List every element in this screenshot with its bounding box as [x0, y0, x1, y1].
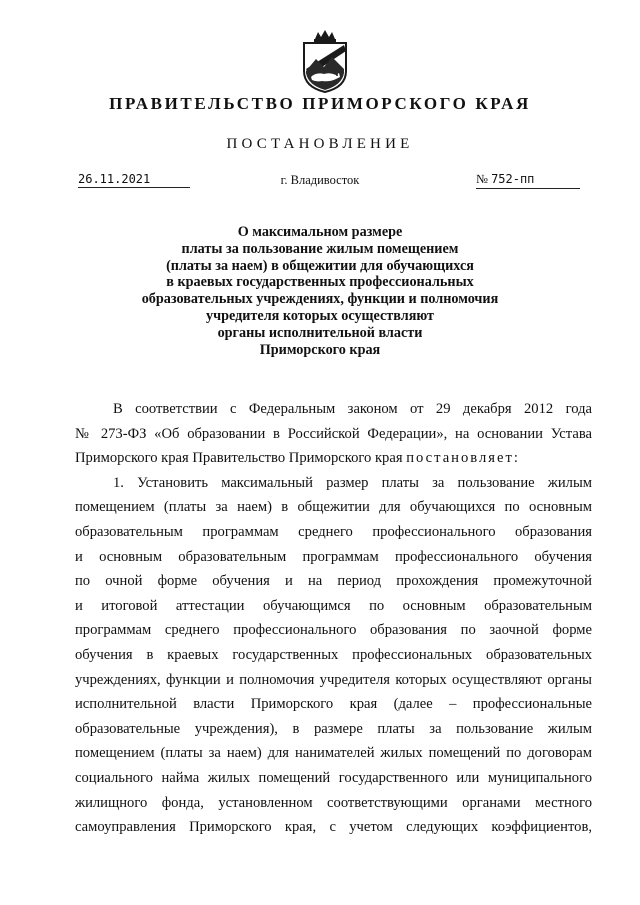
document-city: г. Владивосток	[280, 173, 360, 187]
body-line-start: Приморского края Правительство Приморского края	[75, 450, 407, 467]
number-prefix: №	[476, 172, 488, 186]
body-line: обучения в краевых государственных профессиональных образовательных	[75, 646, 592, 663]
document-body	[75, 397, 592, 840]
document-meta	[0, 172, 640, 194]
heading-line: образовательных учреждениях, функции и полномочия	[141, 291, 499, 308]
document-number	[476, 172, 580, 189]
body-line: по очной форме обучения и на период прохождения промежуточной	[75, 573, 592, 590]
body-line: помещением (платы за наем) для нанимателей жилых помещений по договорам	[75, 745, 592, 762]
body-line: № 273-ФЗ «Об образовании в Российской Федерации», на основании Устава	[75, 425, 592, 442]
heading-line: в краевых государственных профессиональных	[166, 274, 474, 291]
body-line: социального найма жилых помещений государственного или муниципального	[75, 769, 592, 786]
body-line: образовательные учреждения), в размере платы за пользование жилым	[75, 720, 592, 737]
heading-line: Приморского края	[259, 341, 381, 358]
body-line: самоуправления Приморского края, с учетом следующих коэффициентов,	[75, 819, 592, 836]
body-line	[75, 446, 592, 471]
document-date: 26.11.2021	[78, 172, 190, 188]
body-line: В соответствии с Федеральным законом от 29 декабря 2012 года	[113, 401, 592, 417]
heading-line: платы за пользование жилым помещением	[181, 240, 459, 257]
number-value: 752-пп	[491, 172, 535, 186]
body-line: и итоговой аттестации обучающимся по основным образовательным	[75, 597, 592, 614]
body-line: помещением (платы за наем) в общежитии для обучающихся по основным	[75, 499, 592, 516]
document-type: ПОСТАНОВЛЕНИЕ	[226, 136, 414, 152]
government-title: ПРАВИТЕЛЬСТВО ПРИМОРСКОГО КРАЯ	[109, 94, 531, 113]
heading-line: О максимальном размере	[237, 224, 403, 240]
body-line: и основным образовательным программам профессионального обучения	[75, 548, 592, 565]
body-line: жилищного фонда, установленном соответствующими органами местного	[75, 794, 592, 811]
coat-of-arms-icon	[296, 29, 354, 93]
body-line: 1. Установить максимальный размер платы за пользование жилым	[113, 474, 592, 491]
heading-line: органы исполнительной власти	[217, 324, 423, 341]
heading-line: (платы за наем) в общежитии для обучающихся	[166, 257, 474, 274]
body-line: программам среднего профессионального образования по заочной форме	[75, 622, 592, 639]
body-line: учреждениях, функции и полномочия учредителя которых осуществляют органы	[75, 671, 592, 688]
body-line: исполнительной власти Приморского края (далее – профессиональные	[75, 696, 592, 713]
document-heading	[100, 224, 540, 358]
resolve-word: постановляет:	[406, 450, 520, 467]
heading-line: учредителя которых осуществляют	[205, 307, 435, 324]
body-line: образовательным программам среднего профессионального образования	[75, 523, 592, 540]
